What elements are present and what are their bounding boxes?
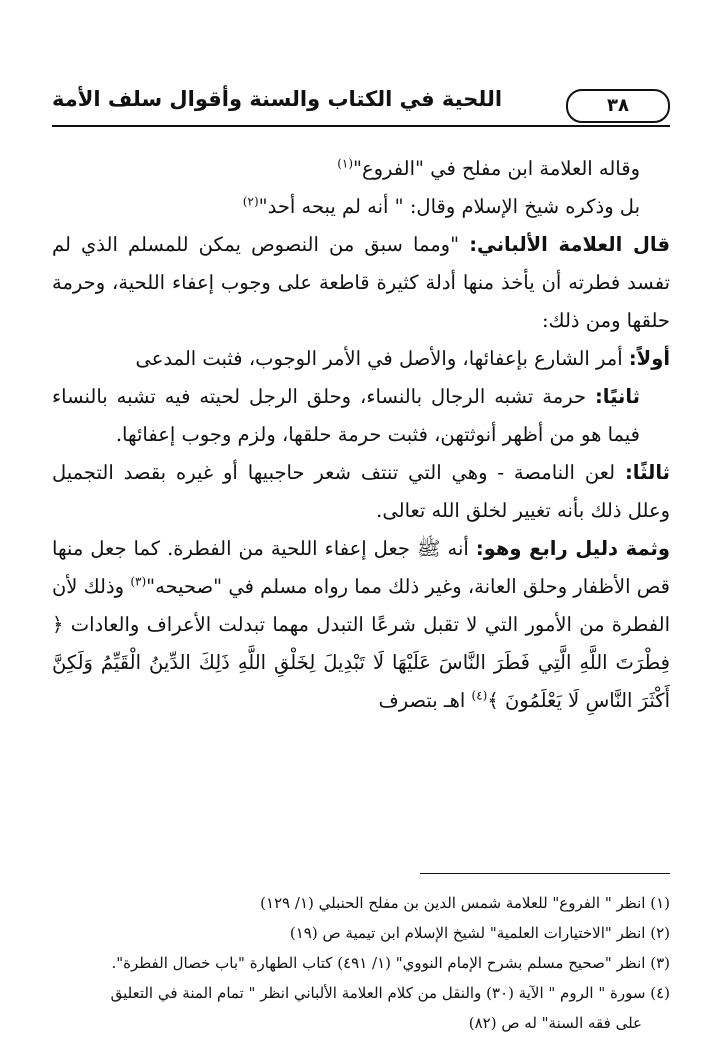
paragraph-text: بل وذكره شيخ الإسلام وقال: " أنه لم يبحه أحد" (258, 195, 640, 218)
quran-verse: ﴿ فِطْرَتَ اللَّهِ الَّتِي فَطَرَ النَّاسَ عَلَيْهَا لَا تَبْدِيلَ لِخَلْقِ اللَّهِ ذَلِكَ الدِّينُ الْقَيِّمُ وَلَكِنَّ أَكْثَرَ النَّاسِ لَا يَعْلَمُونَ ﴾ (52, 613, 670, 712)
footnote-ref-1: (١) (337, 156, 354, 171)
paragraph-5 (52, 378, 670, 454)
footnote-divider (420, 873, 670, 874)
page-number-badge: ٣٨ (566, 89, 670, 123)
paragraph-4 (52, 340, 670, 378)
paragraph-text: حرمة تشبه الرجال بالنساء، وحلق الرجل لحيته فيه تشبه بالنساء فيما هو من أظهر أنوثتهن، فثبت حرمة حلقها، ولزم وجوب إعفائها. (52, 385, 640, 446)
paragraph-text: أمر الشارع بإعفائها، والأصل في الأمر الوجوب، فثبت المدعى (135, 347, 629, 370)
point-third-label: ثالثًا: (624, 461, 670, 484)
paragraph-text: وذلك لأن الفطرة من الأمور التي لا تقبل شرعًا التبدل مهما تبدلت الأعراف والعادات (51, 575, 671, 636)
footnote-3: (٣) انظر "صحيح مسلم بشرح الإمام النووي" (١/ ٤٩١) كتاب الطهارة "باب خصال الفطرة". (111, 954, 670, 972)
footnote-4-continuation: على فقه السنة" له ص (٨٢) (468, 1014, 642, 1032)
paragraph-1 (52, 150, 670, 188)
paragraph-2 (52, 188, 670, 226)
paragraph-text: "ومما سبق من النصوص يمكن للمسلم الذي لم تفسد فطرته أن يأخذ منها أدلة كثيرة قاطعة على وجوب إعفاء اللحية، وحرمة حلقها ومن ذلك: (52, 233, 670, 332)
paragraph-text: وقاله العلامة ابن مفلح في "الفروع" (353, 157, 640, 180)
point-second-label: ثانيًا: (594, 385, 640, 408)
main-text (52, 150, 670, 720)
paragraph-text: لعن النامصة - وهي التي تنتف شعر حاجبيها أو غيره بقصد التجميل وعلل ذلك بأنه تغيير لخلق الله تعالى. (52, 461, 670, 522)
footnote-2: (٢) انظر "الاختيارات العلمية" لشيخ الإسلام ابن تيمية ص (١٩) (289, 924, 670, 942)
paragraph-text: اهـ بتصرف (378, 689, 472, 712)
footnote-ref-4: (٤) (471, 688, 488, 703)
book-title: اللحية في الكتاب والسنة وأقوال سلف الأمة (52, 87, 503, 111)
albani-quote-heading: قال العلامة الألباني: (469, 233, 670, 256)
footnote-ref-3: (٣) (130, 574, 147, 589)
paragraph-text: أنه ﷺ جعل إعفاء اللحية من الفطرة. كما جعل منها قص الأظفار وحلق العانة، وغير ذلك مما رواه مسلم في "صحيحه" (52, 537, 670, 598)
point-first-label: أولاً: (628, 347, 670, 370)
point-fourth-label: وثمة دليل رابع وهو: (475, 537, 671, 560)
footnote-ref-2: (٢) (242, 194, 259, 209)
paragraph-3 (52, 226, 670, 340)
paragraph-6 (52, 454, 670, 530)
footnote-4: (٤) سورة " الروم " الآية (٣٠) والنقل من كلام العلامة الألباني انظر " تمام المنة في التعليق (110, 984, 670, 1002)
paragraph-7 (52, 530, 670, 720)
footnote-1: (١) انظر " الفروع" للعلامة شمس الدين بن مفلح الحنبلي (١/ ١٢٩) (260, 894, 670, 912)
footnotes (52, 888, 670, 1038)
page-header (52, 85, 670, 127)
